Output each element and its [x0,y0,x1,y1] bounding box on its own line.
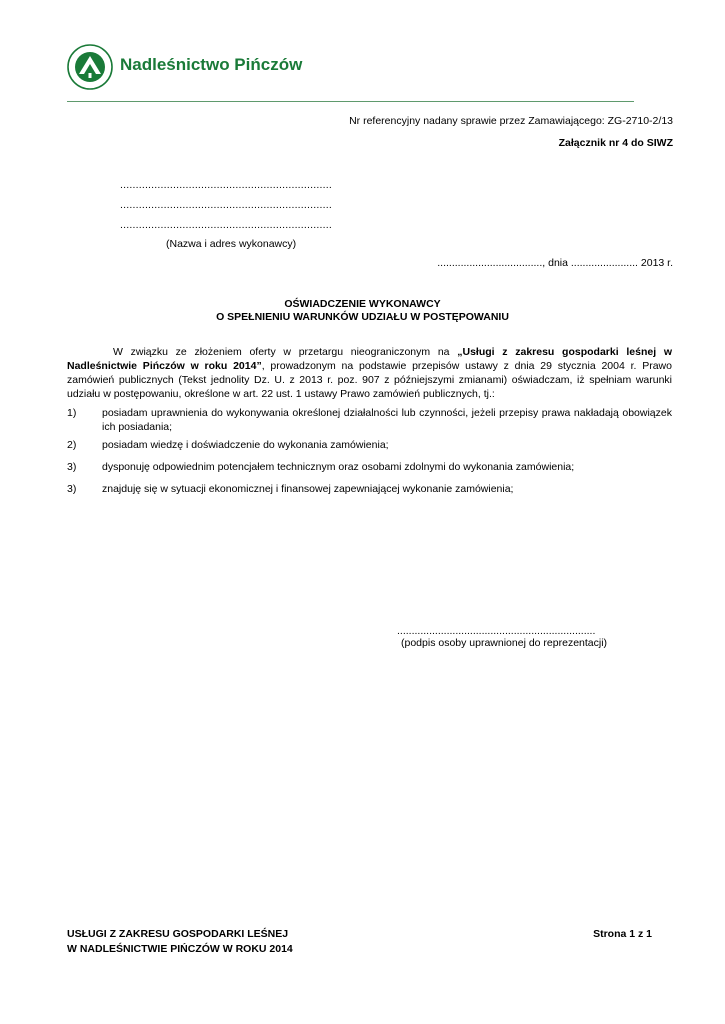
signature-caption: (podpis osoby uprawnionej do reprezentacji) [401,637,608,649]
intro-text-2: , prowadzonym na podstawie przepisów ustawy z dnia 29 stycznia 2004 r. Prawo zamówień publicznych (Tekst jednolity Dz. U. z 2013 r. poz. 907 z późniejszymi zmianami) oświadczam, iż spełniam warunki udziału w postępowaniu, określone w art. 22 ust. 1 ustawy Prawo zamówień publicznych, tj.: [67,360,672,400]
intro-text-1: W związku ze złożeniem oferty w przetargu nieograniczonym na [113,346,458,358]
reference-number: Nr referencyjny nadany sprawie przez Zamawiającego: ZG-2710-2/13 [349,115,673,127]
header-divider [67,101,634,102]
contractor-name-line: .................................................................... [120,179,332,191]
list-item-number: 1) [67,407,77,419]
list-item-number: 3) [67,461,77,473]
lasy-panstwowe-logo [67,44,113,90]
list-item-text: posiadam uprawnienia do wykonywania określonej działalności lub czynności, jeżeli przepisy prawa nakładają obowiązek ich posiadania; [102,407,672,433]
tender-name: „Usługi z zakresu gospodarki leśnej w Nadleśnictwie Pińczów w roku 2014” [67,346,672,372]
list-item-text: znajduję się w sytuacji ekonomicznej i finansowej zapewniającej wykonanie zamówienia; [102,483,514,495]
intro-paragraph [67,345,672,401]
page-number: Strona 1 z 1 [593,928,652,940]
contractor-address-line-2: .................................................................... [120,219,332,231]
contractor-caption: (Nazwa i adres wykonawcy) [166,238,297,250]
signature-line: .................................................................... [397,625,596,637]
contractor-address-line: .................................................................... [120,199,332,211]
document-subtitle: O SPEŁNIENIU WARUNKÓW UDZIAŁU W POSTĘPOWANIU [216,311,509,323]
footer-title: USŁUGI Z ZAKRESU GOSPODARKI LEŚNEJ [67,928,289,940]
brand-name: Nadleśnictwo Pińczów [120,55,303,74]
list-item-number: 2) [67,439,77,451]
list-item-text: dysponuję odpowiednim potencjałem technicznym oraz osobami zdolnymi do wykonania zamówienia; [102,461,575,473]
list-item-text: posiadam wiedzę i doświadczenie do wykonania zamówienia; [102,439,389,451]
document-title: OŚWIADCZENIE WYKONAWCY [284,298,441,310]
place-and-date: ...................................., dnia ....................... 2013 r. [437,257,673,269]
footer-subtitle: W NADLEŚNICTWIE PIŃCZÓW W ROKU 2014 [67,943,293,955]
attachment-label: Załącznik nr 4 do SIWZ [558,137,673,149]
list-item-number: 3) [67,483,77,495]
